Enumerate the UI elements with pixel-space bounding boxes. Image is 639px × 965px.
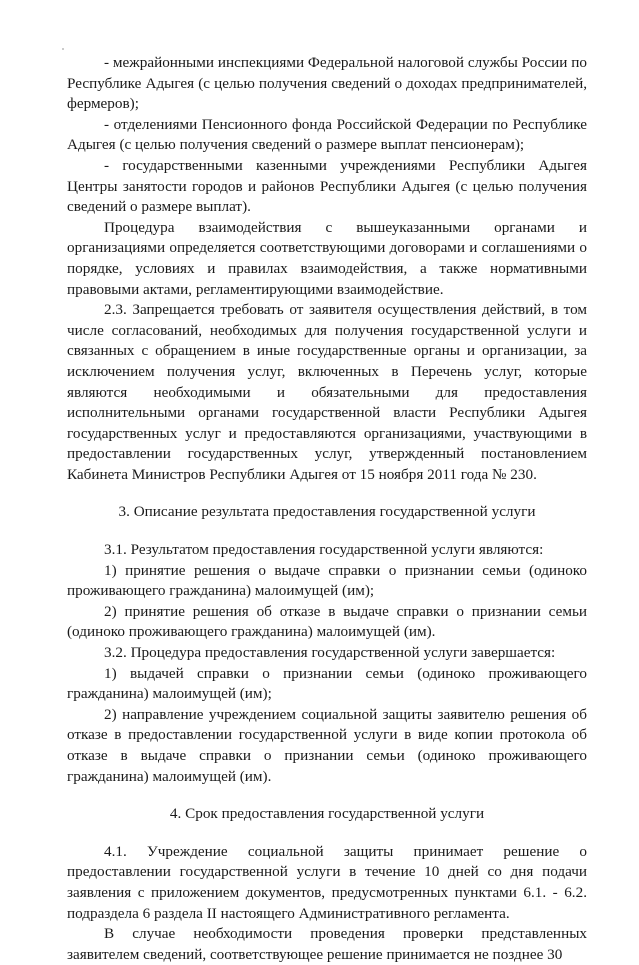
section-3-body (67, 540, 587, 787)
scan-speck (62, 48, 64, 50)
paragraph-2-3: 2.3. Запрещается требовать от заявителя осуществления действий, в том числе согласований, необходимых для получения государственной услуги и связанных с обращением в иные государственные органы и организации, за исключением получения услуг, включенных в Перечень услуг, которые являются необходимыми и обязательными для предоставления исполнительными органами государственной власти Республики Адыгея государственных услуг и предоставляются организациями, участвующими в предоставлении государственных услуг, утвержденный постановлением Кабинета Министров Республики Адыгея от 15 ноября 2011 года № 230. (67, 301, 587, 483)
document-body (67, 53, 587, 965)
paragraph-4-1-continuation: В случае необходимости проведения проверки представленных заявителем сведений, соответствующее решение принимается не позднее 30 (67, 925, 587, 963)
paragraph-4-1: 4.1. Учреждение социальной защиты принимает решение о предоставлении государственной услуги в течение 10 дней со дня подачи заявления с приложением документов, предусмотренных пунктами 6.1. - 6.2. подраздела 6 раздела II настоящего Административного регламента. (67, 842, 587, 922)
paragraph-tax-inspections: - межрайонными инспекциями Федеральной налоговой службы России по Республике Адыгея (с целью получения сведений о доходах предпринимателей, фермеров); (67, 54, 587, 113)
paragraph-3-1-item-2: 2) принятие решения об отказе в выдаче справки о признании семьи (одиноко проживающего гражданина) малоимущей (им). (67, 602, 587, 641)
paragraph-3-2-item-1: 1) выдачей справки о признании семьи (одиноко проживающего гражданина) малоимущей (им); (67, 664, 587, 703)
paragraph-3-2: 3.2. Процедура предоставления государственной услуги завершается: (104, 644, 556, 662)
section-heading-4: 4. Срок предоставления государственной услуги (169, 805, 485, 823)
paragraph-pension-fund: - отделениями Пенсионного фонда Российской Федерации по Республике Адыгея (с целью получения сведений о размере выплат пенсионерам); (67, 115, 587, 154)
paragraph-3-1-item-1: 1) принятие решения о выдаче справки о признании семьи (одиноко проживающего гражданина) малоимущей (им); (67, 561, 587, 600)
paragraph-interaction-procedure: Процедура взаимодействия с вышеуказанными органами и организациями определяется соответствующими договорами и соглашениями о порядке, условиях и правилах взаимодействия, а также нормативными правовыми актами, регламентирующими взаимодействие. (67, 218, 587, 298)
paragraph-employment-centers: - государственными казенными учреждениями Республики Адыгея Центры занятости городов и районов Республики Адыгея (с целью получения сведений о размере выплат). (67, 156, 587, 216)
section-4-body (67, 842, 587, 965)
paragraph-3-1: 3.1. Результатом предоставления государственной услуги являются: (104, 541, 544, 559)
paragraph-3-2-item-2: 2) направление учреждением социальной защиты заявителю решения об отказе в предоставлении государственной услуги в виде копии протокола об отказе в выдаче справки о признании семьи (одиноко проживающего гражданина) малоимущей (им). (67, 705, 587, 785)
section-heading-3: 3. Описание результата предоставления государственной услуги (118, 503, 536, 521)
